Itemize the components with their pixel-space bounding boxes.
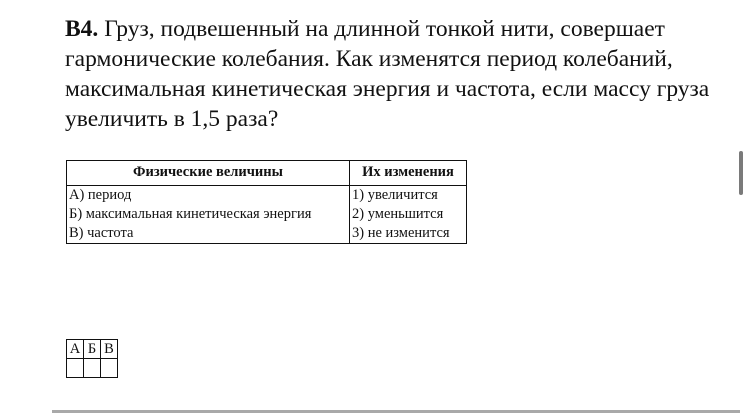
answer-cell-a[interactable] (67, 359, 84, 378)
quantity-v: В) частота (69, 225, 134, 241)
answer-cell-b[interactable] (84, 359, 101, 378)
problem-statement (65, 14, 735, 134)
matching-table-header-row (67, 161, 467, 186)
quantity-a: А) период (69, 187, 132, 203)
answer-header-row (67, 340, 118, 359)
bottom-divider (52, 410, 740, 413)
answer-header-b: Б (84, 340, 101, 359)
answer-header-v: В (101, 340, 118, 359)
changes-cell (350, 186, 467, 244)
matching-table-body-row (67, 186, 467, 244)
quantity-b: Б) максимальная кинетическая энергия (69, 206, 312, 222)
answer-header-a: А (67, 340, 84, 359)
header-quantities: Физические величины (67, 161, 350, 186)
change-3: 3) не изменится (352, 225, 450, 241)
matching-table (66, 160, 467, 244)
problem-text: Груз, подвешенный на длинной тонкой нити, совершает гармонические колебания. Как изменятся период колебаний, максимальная кинетическая энергия и частота, если массу груза увеличить в 1,5 раза? (65, 16, 710, 132)
change-2: 2) уменьшится (352, 206, 444, 222)
answer-table (66, 339, 118, 378)
problem-label: В4. (65, 16, 99, 42)
quantities-cell (67, 186, 350, 244)
header-changes: Их изменения (350, 161, 467, 186)
scrollbar[interactable] (739, 151, 743, 195)
change-1: 1) увеличится (352, 187, 438, 203)
answer-input-row (67, 359, 118, 378)
answer-cell-v[interactable] (101, 359, 118, 378)
